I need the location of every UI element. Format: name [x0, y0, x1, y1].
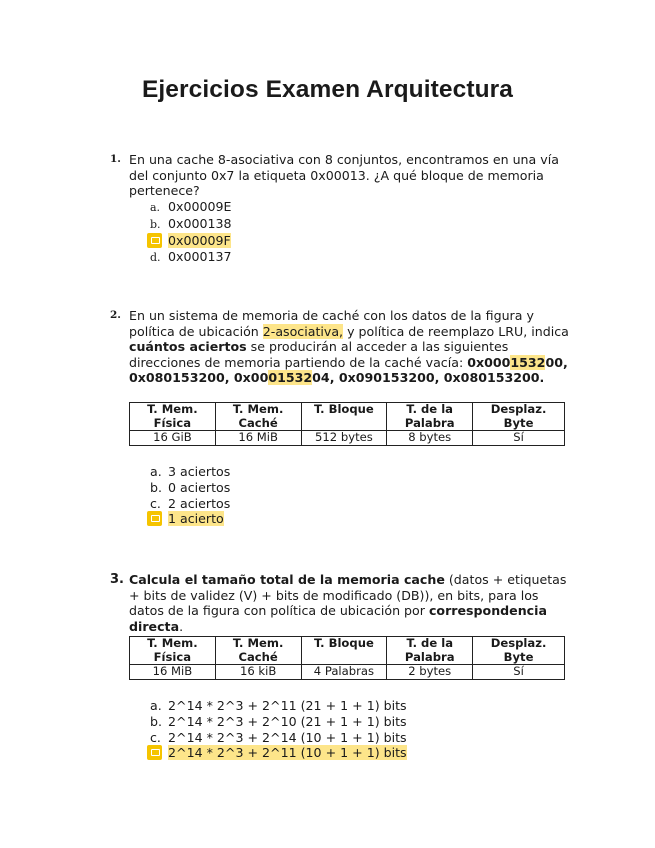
question-text: En una cache 8-asociativa con 8 conjuntos, encontramos en una vía del conjunto 0x7 la etiqueta 0x00013. ¿A qué bloque de memoria pertenece? [129, 152, 559, 199]
option-b[interactable]: b. 2^14 * 2^3 + 2^10 (21 + 1 + 1) bits [150, 713, 407, 729]
question-3-options [150, 698, 407, 761]
table-header: T. Bloque [301, 403, 387, 431]
question-1-options [150, 199, 232, 266]
comment-icon[interactable] [147, 745, 162, 760]
document-title: Ejercicios Examen Arquitectura [141, 76, 514, 103]
question-number: 1. [110, 153, 121, 165]
table-row [130, 665, 565, 680]
question-2-options [150, 464, 230, 527]
question-3 [110, 572, 572, 634]
question-text: Calcula el tamaño total de la memoria cache (datos + etiquetas + bits de validez (V) + bits de modificado (DB)), en bits, para los datos de la figura con política de ubicación por correspondencia directa. [129, 572, 567, 634]
option-c-marked[interactable]: 0x00009F [150, 233, 232, 250]
option-b[interactable]: b. 0 aciertos [150, 479, 231, 495]
table-header: T. Mem. Física [130, 637, 216, 665]
question-1 [110, 152, 572, 199]
table-header-row [130, 637, 565, 665]
table-header: Desplaz. Byte [473, 403, 565, 431]
table-cell: 2 bytes [387, 665, 473, 680]
table-header: T. Bloque [301, 637, 387, 665]
comment-icon[interactable] [147, 511, 162, 526]
table-header: T. de la Palabra [387, 403, 473, 431]
table-header: T. Mem. Física [130, 403, 216, 431]
table-header: T. Mem. Caché [215, 637, 301, 665]
question-2 [110, 308, 572, 386]
table-header: T. Mem. Caché [215, 403, 301, 431]
table-header-row [130, 403, 565, 431]
option-c[interactable]: c. 2^14 * 2^3 + 2^14 (10 + 1 + 1) bits [150, 729, 407, 745]
table-cell: 4 Palabras [301, 665, 387, 680]
option-a[interactable]: a. 2^14 * 2^3 + 2^11 (21 + 1 + 1) bits [150, 698, 407, 713]
cache-params-table-2 [129, 402, 565, 446]
table-cell: 16 MiB [130, 665, 216, 680]
table-cell: Sí [473, 431, 565, 446]
option-b[interactable]: b. 0x000138 [150, 215, 232, 231]
question-number: 3. [110, 572, 124, 587]
table-cell: 16 MiB [215, 431, 301, 446]
table-cell: 16 kiB [215, 665, 301, 680]
option-d[interactable]: d. 0x000137 [150, 249, 232, 265]
comment-icon[interactable] [147, 233, 162, 248]
option-a[interactable]: a. 3 aciertos [150, 464, 231, 479]
table-header: T. de la Palabra [387, 637, 473, 665]
option-d-marked[interactable]: 1 acierto [150, 511, 230, 527]
option-c[interactable]: c. 2 aciertos [150, 495, 231, 511]
table-cell: 8 bytes [387, 431, 473, 446]
question-number: 2. [110, 309, 121, 321]
table-header: Desplaz. Byte [473, 637, 565, 665]
question-text: En un sistema de memoria de caché con los datos de la figura y política de ubicación 2-asociativa, y política de reemplazo LRU, indica cuántos aciertos se producirán al acceder a las siguientes direcciones de memoria partiendo de la caché vacía: 0x000153200, 0x080153200, 0x000153204, 0x090153200, 0x080153200. [129, 308, 569, 386]
table-cell: 512 bytes [301, 431, 387, 446]
option-a[interactable]: a. 0x00009E [150, 199, 232, 214]
table-cell: Sí [473, 665, 565, 680]
table-cell: 16 GiB [130, 431, 216, 446]
table-row [130, 431, 565, 446]
option-d-marked[interactable]: 2^14 * 2^3 + 2^11 (10 + 1 + 1) bits [150, 745, 407, 761]
cache-params-table-3 [129, 636, 565, 680]
